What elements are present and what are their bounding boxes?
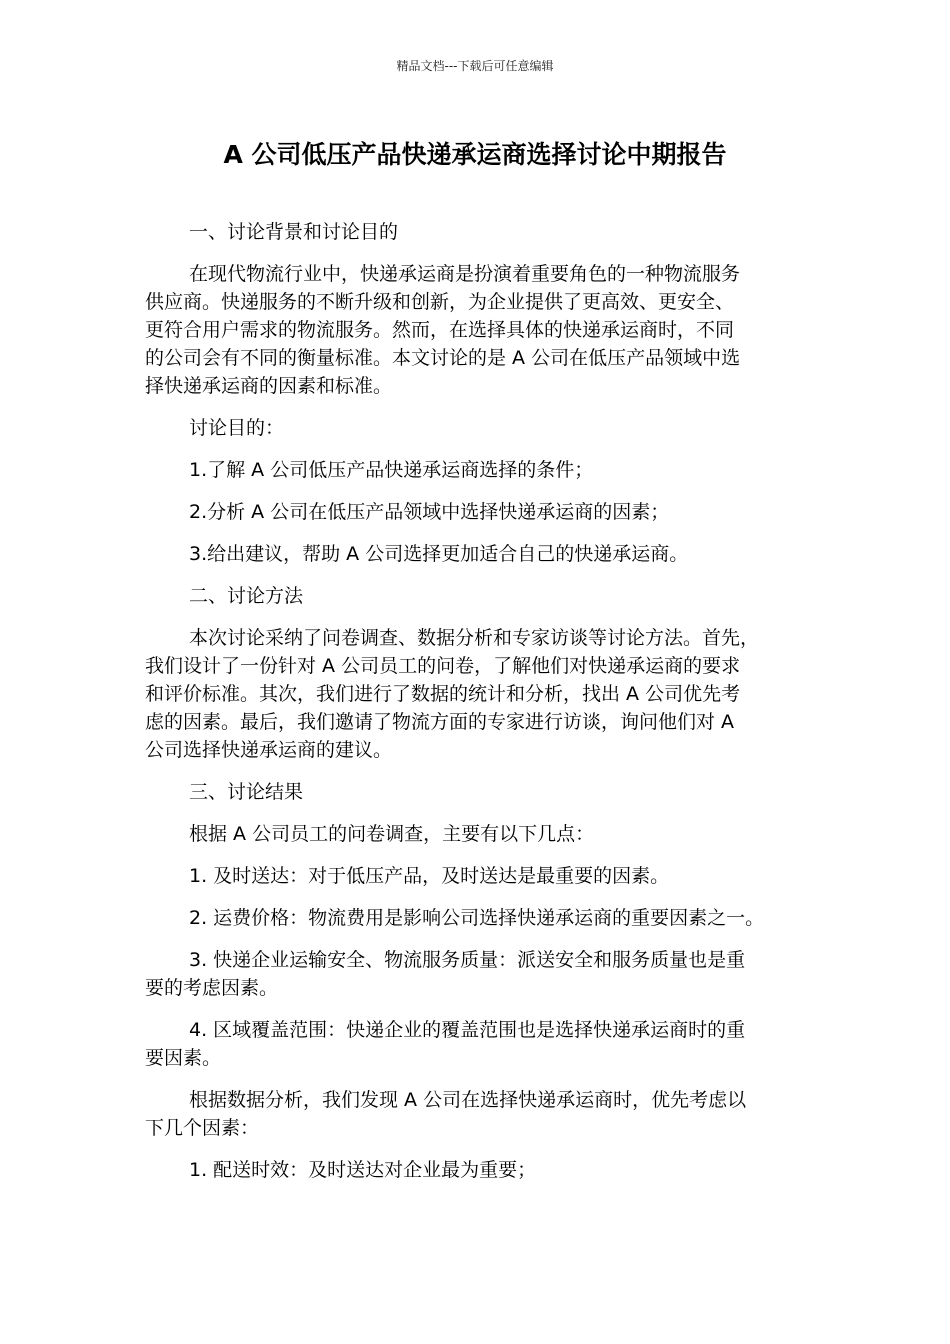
paragraph-method: 本次讨论采纳了问卷调查、数据分析和专家访谈等讨论方法。首先， 我们设计了一份针对 A 公司员工的问卷，了解他们对快递承运商的要求 和评价标准。其次，我们进行了数据的统计和分析，找出 A 公司优先考 虑的因素。最后，我们邀请了物流方面的专家进行访谈，询问他们对 A 公司选择快递承运商的建议。 <box>145 627 760 761</box>
list-item-survey-4: 4. 区域覆盖范围：快递企业的覆盖范围也是选择快递承运商时的重 要因素。 <box>145 1019 746 1069</box>
section-heading-method: 二、讨论方法 <box>189 585 304 607</box>
document-body <box>145 218 815 1198</box>
list-item-purpose-1: 1.了解 A 公司低压产品快递承运商选择的条件； <box>189 459 594 481</box>
paragraph-purpose-label: 讨论目的： <box>189 417 285 439</box>
list-item-survey-2: 2. 运费价格：物流费用是影响公司选择快递承运商的重要因素之一。 <box>189 907 765 929</box>
document-title: A 公司低压产品快递承运商选择讨论中期报告 <box>223 140 727 169</box>
paragraph-survey-intro: 根据 A 公司员工的问卷调查，主要有以下几点： <box>189 823 595 845</box>
section-heading-background: 一、讨论背景和讨论目的 <box>189 221 399 243</box>
list-item-survey-1: 1. 及时送达：对于低压产品，及时送达是最重要的因素。 <box>189 865 670 887</box>
section-heading-results: 三、讨论结果 <box>189 781 304 803</box>
list-item-analysis-1: 1. 配送时效：及时送达对企业最为重要； <box>189 1159 537 1181</box>
paragraph-background: 在现代物流行业中，快递承运商是扮演着重要角色的一种物流服务 供应商。快递服务的不断升级和创新，为企业提供了更高效、更安全、 更符合用户需求的物流服务。然而，在选择具体的快递承运商时，不同 的公司会有不同的衡量标准。本文讨论的是 A 公司在低压产品领域中选 择快递承运商的因素和标准。 <box>145 263 741 397</box>
list-item-purpose-3: 3.给出建议，帮助 A 公司选择更加适合自己的快递承运商。 <box>189 543 689 565</box>
list-item-purpose-2: 2.分析 A 公司在低压产品领域中选择快递承运商的因素； <box>189 501 670 523</box>
page-header: 精品文档---下载后可任意编辑 <box>396 59 554 73</box>
paragraph-analysis-intro: 根据数据分析，我们发现 A 公司在选择快递承运商时，优先考虑以 下几个因素： <box>145 1089 747 1139</box>
list-item-survey-3: 3. 快递企业运输安全、物流服务质量：派送安全和服务质量也是重 要的考虑因素。 <box>145 949 746 999</box>
